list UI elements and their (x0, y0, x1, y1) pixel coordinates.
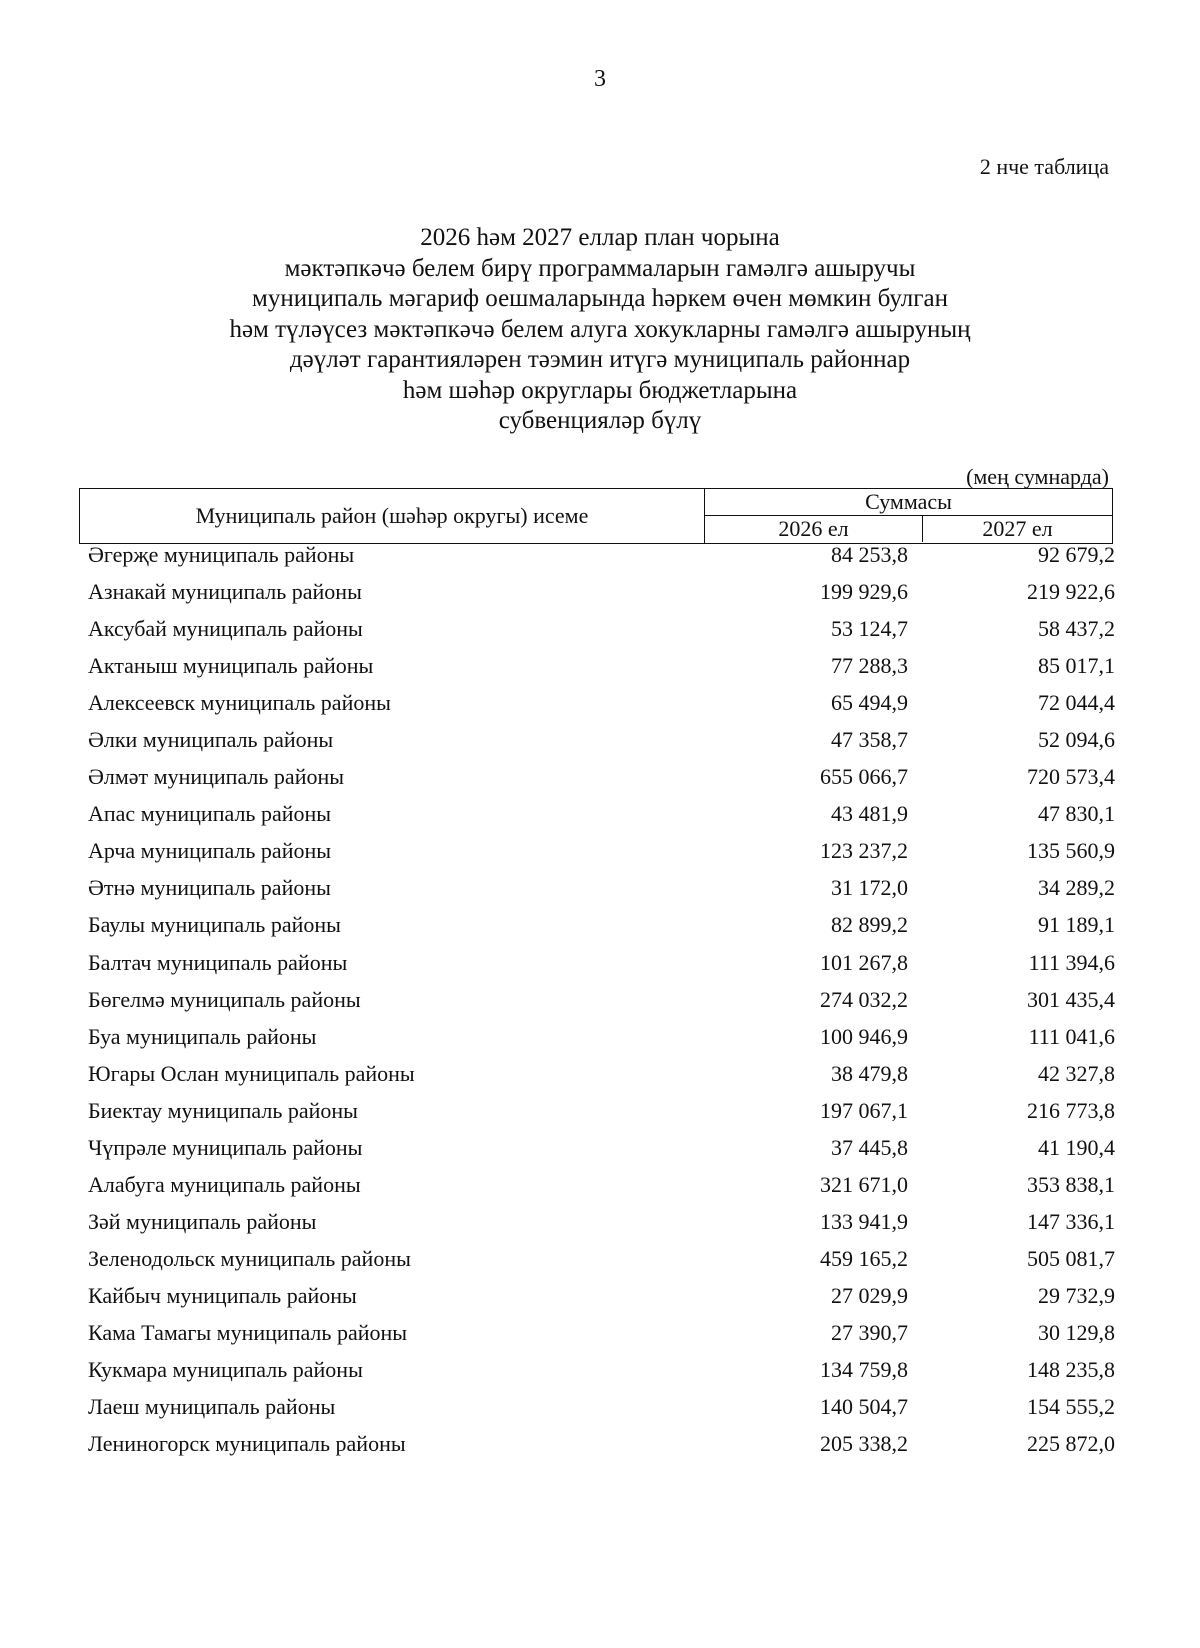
table-row (0, 542, 1200, 579)
row-value-2027: 219 922,6 (1027, 579, 1115, 605)
row-name: Аксубай муниципаль районы (88, 616, 363, 642)
row-name: Актаныш муниципаль районы (88, 653, 374, 679)
row-value-2027: 72 044,4 (1038, 690, 1115, 716)
row-name: Алексеевск муниципаль районы (88, 690, 391, 716)
row-name: Әлмәт муниципаль районы (88, 764, 345, 790)
row-value-2027: 91 189,1 (1038, 912, 1115, 938)
row-name: Зеленодольск муниципаль районы (88, 1245, 411, 1271)
row-value-2027: 505 081,7 (1027, 1245, 1115, 1271)
table-header (79, 488, 1113, 544)
row-value-2026: 38 479,8 (831, 1060, 908, 1086)
row-value-2027: 225 872,0 (1027, 1431, 1115, 1457)
row-value-2027: 154 555,2 (1027, 1394, 1115, 1420)
table-label: 2 нче таблица (979, 154, 1109, 179)
row-value-2026: 197 067,1 (820, 1097, 908, 1123)
row-value-2026: 37 445,8 (831, 1134, 908, 1160)
column-header-2026: 2026 ел (705, 516, 923, 542)
table-row (0, 1024, 1200, 1061)
row-value-2027: 85 017,1 (1038, 653, 1115, 679)
table-row (0, 1431, 1200, 1468)
column-header-2027: 2027 ел (982, 516, 1053, 541)
row-name: Баулы муниципаль районы (88, 912, 341, 938)
table-row (0, 727, 1200, 764)
heading-line: дәүләт гарантияләрен тәэмин итүгә муниципаль районнар (289, 346, 911, 373)
table-row (0, 801, 1200, 838)
row-value-2026: 459 165,2 (820, 1245, 908, 1271)
table-row (0, 1209, 1200, 1246)
row-value-2027: 58 437,2 (1038, 616, 1115, 642)
table-row (0, 987, 1200, 1024)
row-value-2026: 140 504,7 (820, 1394, 908, 1420)
row-value-2026: 133 941,9 (820, 1208, 908, 1234)
table-row (0, 1172, 1200, 1209)
row-value-2027: 41 190,4 (1038, 1134, 1115, 1160)
row-name: Балтач муниципаль районы (88, 949, 348, 975)
table-row (0, 616, 1200, 653)
row-name: Кукмара муниципаль районы (88, 1357, 363, 1383)
row-name: Зәй муниципаль районы (88, 1208, 317, 1234)
table-row (0, 653, 1200, 690)
table-body (0, 542, 1200, 1468)
table-row (0, 579, 1200, 616)
row-name: Әгерҗе муниципаль районы (88, 542, 355, 567)
row-value-2026: 82 899,2 (831, 912, 908, 938)
row-name: Лениногорск муниципаль районы (88, 1431, 406, 1457)
row-value-2026: 84 253,8 (831, 542, 908, 567)
row-value-2027: 301 435,4 (1027, 986, 1115, 1012)
row-value-2026: 27 390,7 (831, 1319, 908, 1345)
table-row (0, 1061, 1200, 1098)
row-value-2027: 111 394,6 (1028, 949, 1115, 975)
row-value-2027: 147 336,1 (1027, 1208, 1115, 1234)
row-name: Арча муниципаль районы (88, 838, 332, 864)
row-name: Алабуга муниципаль районы (88, 1171, 361, 1197)
row-value-2026: 31 172,0 (831, 875, 908, 901)
row-name: Әтнә муниципаль районы (88, 875, 331, 901)
row-value-2027: 47 830,1 (1038, 801, 1115, 827)
row-name: Апас муниципаль районы (88, 801, 332, 827)
row-name: Биектау муниципаль районы (88, 1097, 358, 1123)
page-number: 3 (594, 66, 606, 92)
row-name: Кама Тамагы муниципаль районы (88, 1319, 408, 1345)
table-row (0, 875, 1200, 912)
row-value-2026: 101 267,8 (820, 949, 908, 975)
row-value-2026: 65 494,9 (831, 690, 908, 716)
table-row (0, 1320, 1200, 1357)
table-row (0, 912, 1200, 949)
row-value-2026: 123 237,2 (820, 838, 908, 864)
row-value-2026: 53 124,7 (831, 616, 908, 642)
row-value-2027: 135 560,9 (1027, 838, 1115, 864)
heading-line: һәм шәһәр округлары бюджетларына (402, 376, 798, 404)
row-value-2026: 134 759,8 (820, 1357, 908, 1383)
column-header-name: Муниципаль район (шәһәр округы) исеме (80, 489, 705, 543)
row-value-2026: 199 929,6 (820, 579, 908, 605)
row-value-2027: 720 573,4 (1027, 764, 1115, 790)
table-row (0, 764, 1200, 801)
row-value-2027: 34 289,2 (1038, 875, 1115, 901)
row-value-2026: 27 029,9 (831, 1282, 908, 1308)
row-value-2027: 353 838,1 (1027, 1171, 1115, 1197)
heading-line: субвенцияләр бүлү (498, 407, 702, 434)
row-name: Кайбыч муниципаль районы (88, 1282, 357, 1308)
row-value-2026: 43 481,9 (831, 801, 908, 827)
heading-line: муниципаль мәгариф оешмаларында һәркем өчен мөмкин булган (252, 285, 948, 312)
row-value-2027: 111 041,6 (1028, 1023, 1115, 1049)
row-value-2027: 148 235,8 (1027, 1357, 1115, 1383)
heading-line: мәктәпкәчә белем бирү программаларын гамәлгә ашыручы (284, 254, 916, 282)
document-heading (0, 223, 1200, 437)
row-value-2027: 216 773,8 (1027, 1097, 1115, 1123)
row-name: Югары Ослан муниципаль районы (88, 1060, 415, 1086)
table-row (0, 1246, 1200, 1283)
row-name: Әлки муниципаль районы (88, 727, 334, 753)
row-value-2027: 30 129,8 (1038, 1319, 1115, 1345)
row-value-2026: 321 671,0 (820, 1171, 908, 1197)
table-row (0, 1394, 1200, 1431)
row-value-2026: 100 946,9 (820, 1023, 908, 1049)
row-name: Чүпрәле муниципаль районы (88, 1134, 363, 1160)
row-value-2026: 655 066,7 (820, 764, 908, 790)
row-name: Азнакай муниципаль районы (88, 579, 362, 605)
heading-line: һәм түләүсез мәктәпкәчә белем алуга хокукларны гамәлгә ашыруның (229, 315, 971, 343)
row-name: Лаеш муниципаль районы (88, 1394, 336, 1420)
table-row (0, 1098, 1200, 1135)
heading-line: 2026 һәм 2027 еллар план чорына (420, 224, 780, 251)
table-row (0, 950, 1200, 987)
row-value-2027: 92 679,2 (1038, 542, 1115, 567)
row-value-2027: 42 327,8 (1038, 1060, 1115, 1086)
row-value-2026: 47 358,7 (831, 727, 908, 753)
units-note: (мең сумнарда) (966, 464, 1109, 489)
row-name: Бөгелмә муниципаль районы (88, 986, 361, 1012)
table-row (0, 690, 1200, 727)
row-name: Буа муниципаль районы (88, 1023, 317, 1049)
row-value-2026: 274 032,2 (820, 986, 908, 1012)
table-row (0, 1357, 1200, 1394)
column-header-sum: Суммасы (705, 489, 1112, 516)
row-value-2027: 52 094,6 (1038, 727, 1115, 753)
row-value-2026: 205 338,2 (820, 1431, 908, 1457)
table-row (0, 1135, 1200, 1172)
row-value-2027: 29 732,9 (1038, 1282, 1115, 1308)
table-row (0, 1283, 1200, 1320)
table-row (0, 838, 1200, 875)
row-value-2026: 77 288,3 (831, 653, 908, 679)
